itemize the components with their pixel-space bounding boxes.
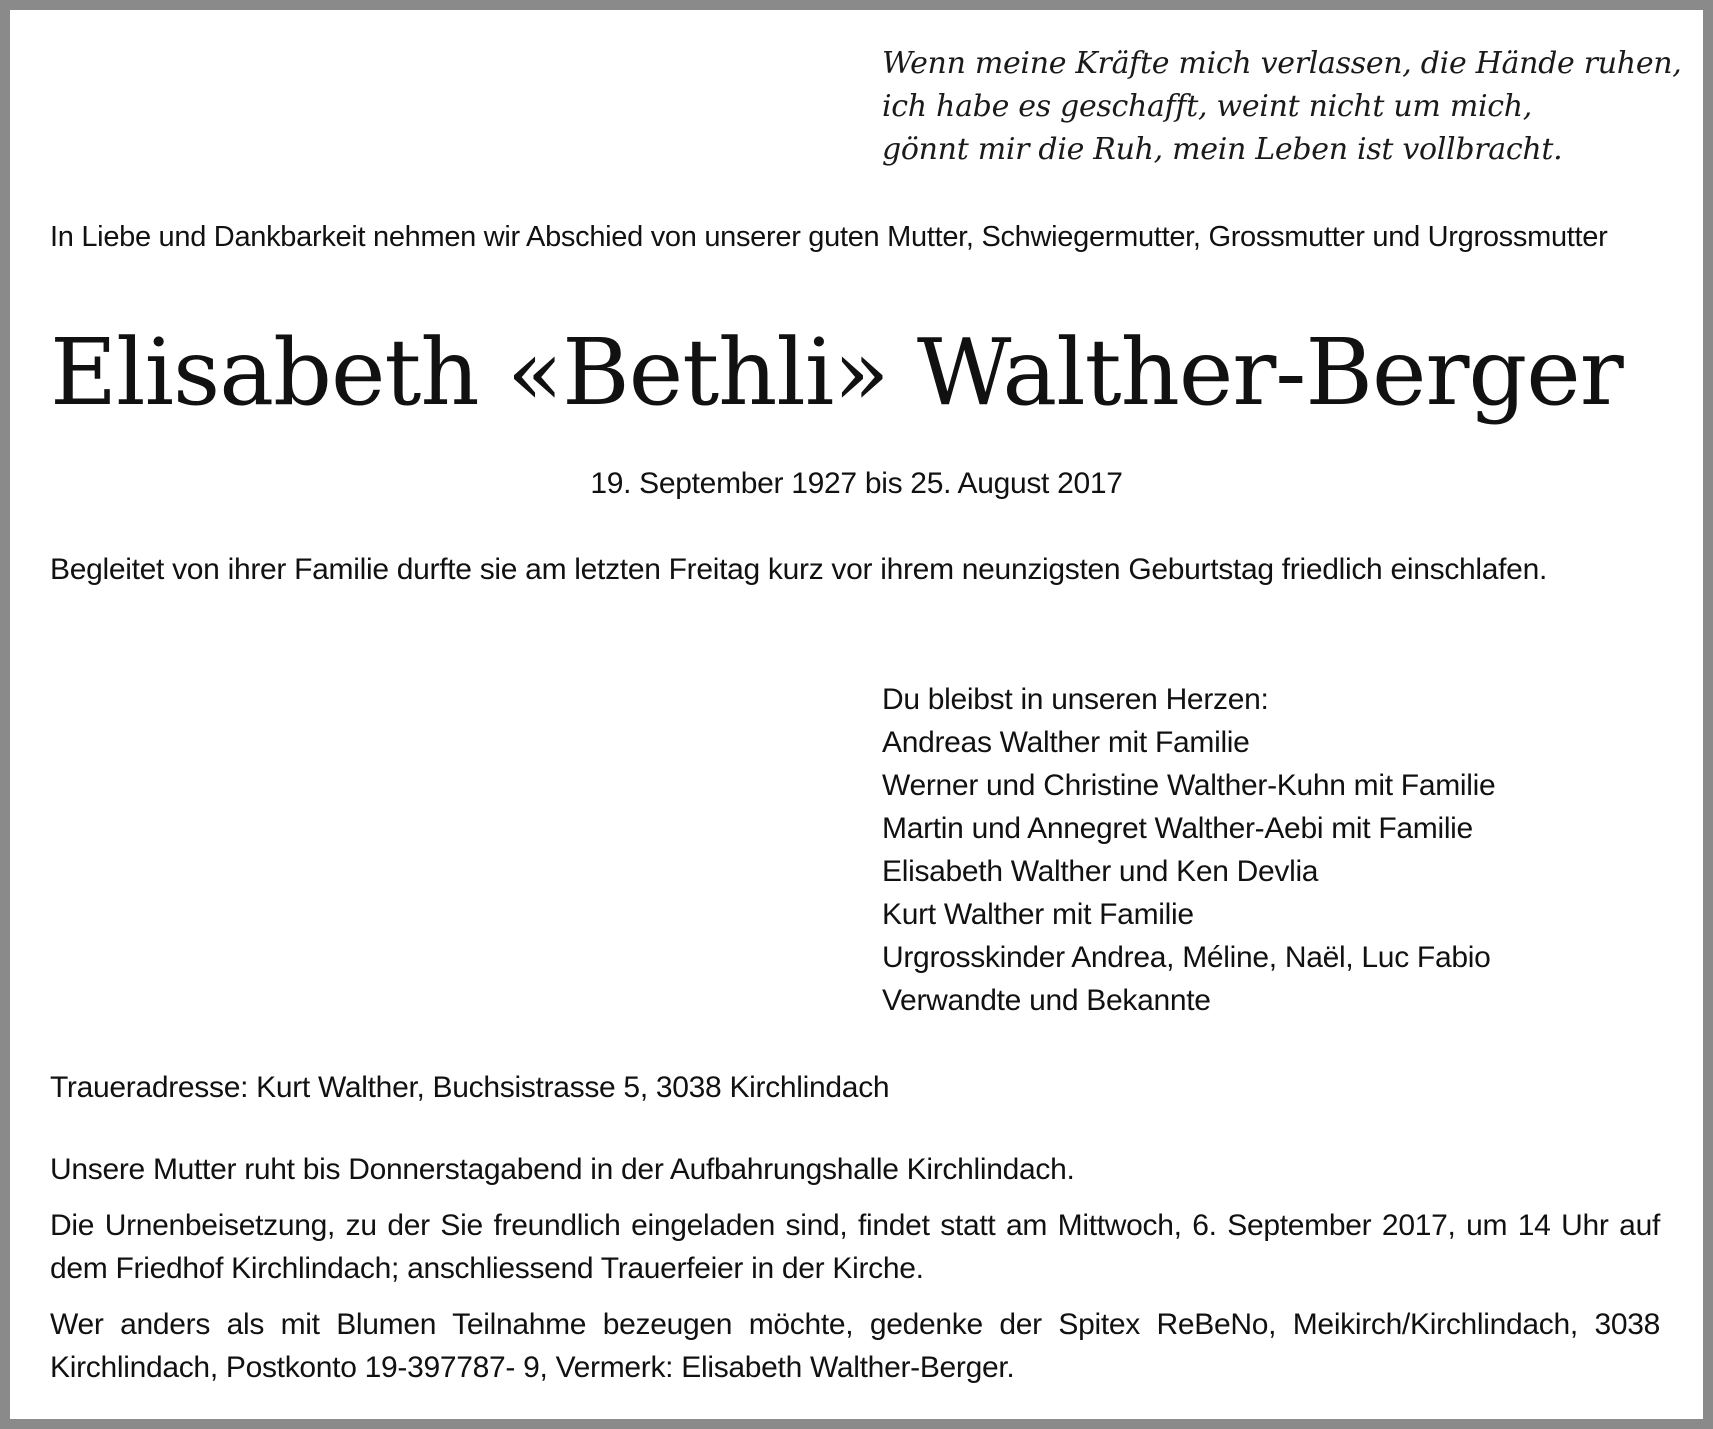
poem — [882, 42, 1682, 171]
mourner-entry: Kurt Walther mit Familie — [882, 898, 1194, 931]
mourner-entry: Urgrosskinder Andrea, Méline, Naël, Luc Fabio — [882, 941, 1491, 974]
life-dates: 19. September 1927 bis 25. August 2017 — [590, 467, 1123, 500]
mourner-entry: Elisabeth Walther und Ken Devlia — [882, 855, 1319, 888]
mourning-address: Traueradresse: Kurt Walther, Buchsistrasse 5, 3038 Kirchlindach — [50, 1071, 890, 1104]
notice-funeral: Die Urnenbeisetzung, zu der Sie freundlich eingeladen sind, findet statt am Mittwoch, 6. September 2017, um 14 Uhr auf dem Friedhof Kirchlindach; anschliessend Trauerfeier in der Kirche. — [50, 1209, 1660, 1285]
deceased-name: Elisabeth «Bethli» Walther-Berger — [50, 319, 1623, 426]
poem-line: ich habe es geschafft, weint nicht um mich, — [882, 89, 1533, 124]
passing-text: Begleitet von ihrer Familie durfte sie am letzten Freitag kurz vor ihrem neunzigsten Geburtstag friedlich einschlafen. — [50, 553, 1547, 586]
mourner-entry: Andreas Walther mit Familie — [882, 726, 1250, 759]
mourner-entry: Martin und Annegret Walther-Aebi mit Familie — [882, 812, 1473, 845]
poem-line: gönnt mir die Ruh, mein Leben ist vollbracht. — [882, 132, 1563, 167]
mourner-entry: Werner und Christine Walther-Kuhn mit Familie — [882, 769, 1496, 802]
mourner-entry: Verwandte und Bekannte — [882, 984, 1211, 1017]
notice-donation: Wer anders als mit Blumen Teilnahme bezeugen möchte, gedenke der Spitex ReBeNo, Meikirch/Kirchlindach, 3038 Kirchlindach, Postkonto 19-397787- 9, Vermerk: Elisabeth Walther-Berger. — [50, 1308, 1660, 1384]
mourners-list — [882, 678, 1682, 1022]
poem-line: Wenn meine Kräfte mich verlassen, die Hände ruhen, — [882, 46, 1682, 81]
notice-wake: Unsere Mutter ruht bis Donnerstagabend in der Aufbahrungshalle Kirchlindach. — [50, 1153, 1075, 1186]
mourners-heading: Du bleibst in unseren Herzen: — [882, 683, 1269, 716]
intro-text: In Liebe und Dankbarkeit nehmen wir Abschied von unserer guten Mutter, Schwiegermutter, Grossmutter und Urgrossmutter — [50, 221, 1608, 253]
